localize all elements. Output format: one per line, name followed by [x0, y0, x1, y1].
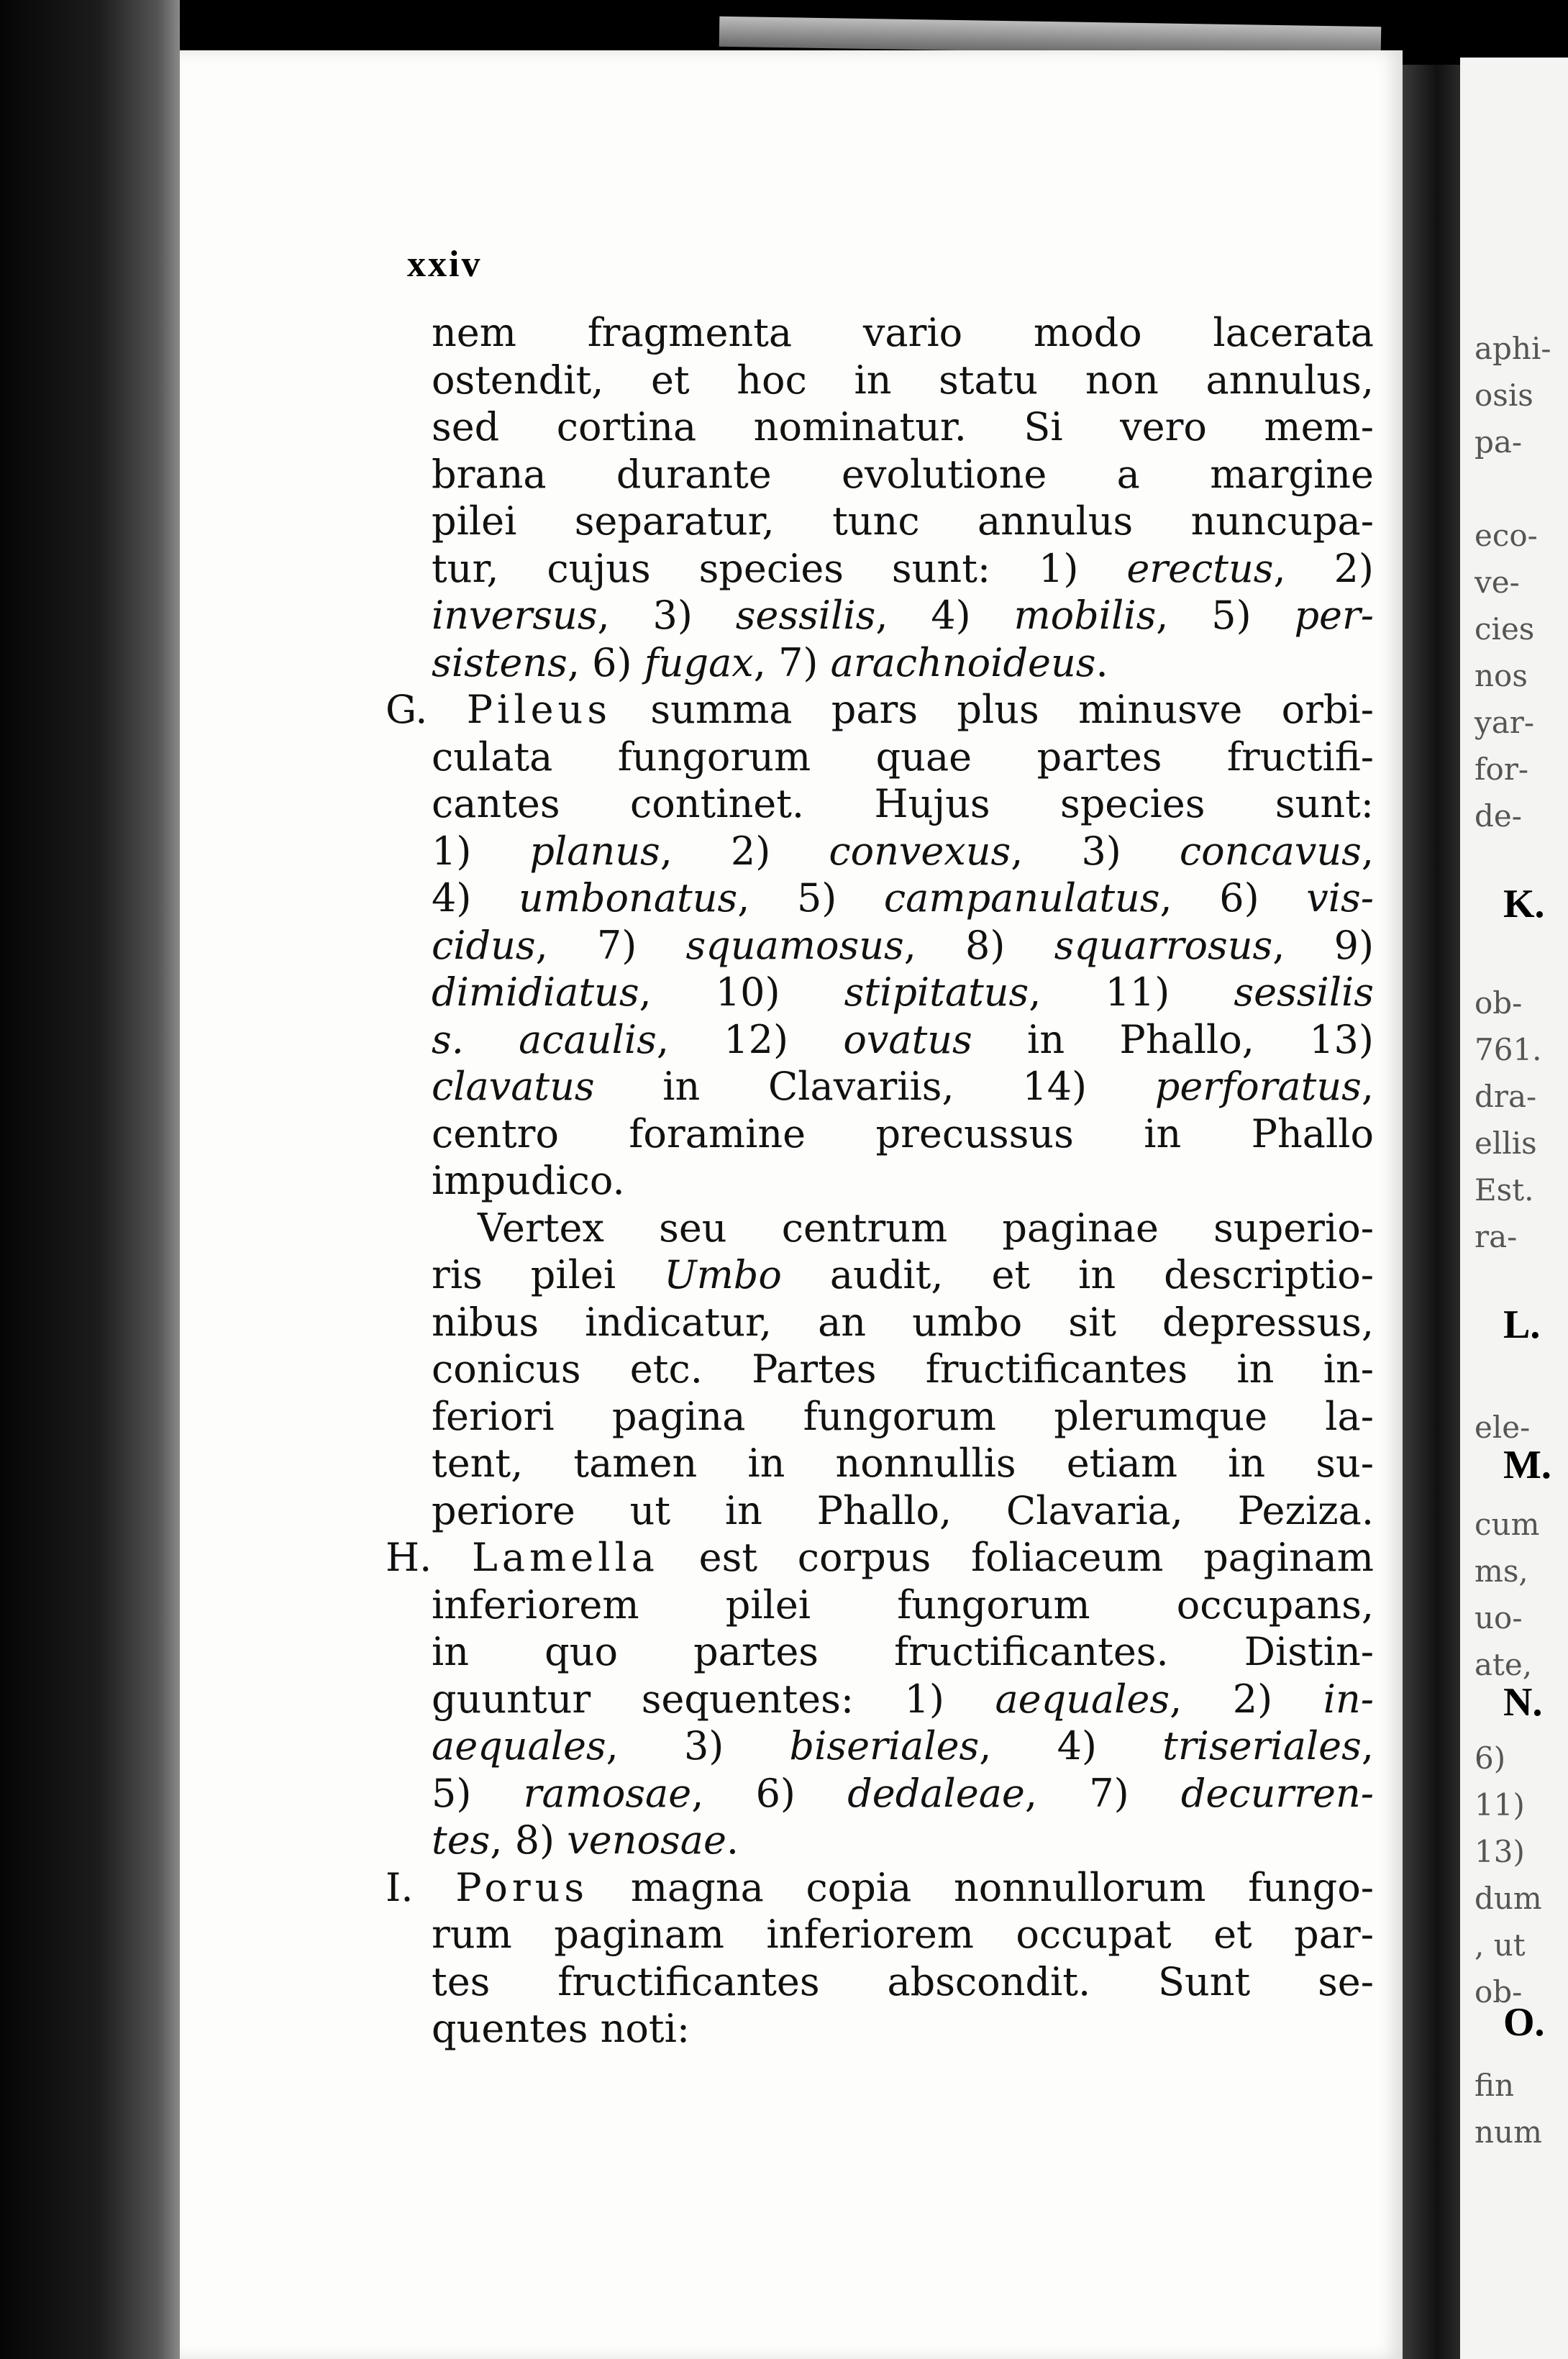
text-run: tent, tamen in nonnullis etiam in su-	[432, 1441, 1374, 1486]
text-line	[432, 1440, 1374, 1487]
text-line	[432, 1251, 1374, 1299]
adjacent-fragment: fin	[1474, 2068, 1515, 2103]
text-line	[432, 828, 1374, 875]
body-text	[386, 309, 1375, 2053]
text-run: , 10)	[639, 969, 844, 1015]
adjacent-fragment: ms,	[1474, 1553, 1528, 1589]
italic-term: s. acaulis	[432, 1016, 657, 1062]
adjacent-fragment: osis	[1474, 378, 1533, 413]
adjacent-fragment: cum	[1474, 1507, 1540, 1542]
italic-term: aequales	[995, 1676, 1170, 1722]
text-line	[386, 1864, 1374, 1912]
italic-term: campanulatus	[883, 875, 1160, 921]
italic-term: ovatus	[843, 1016, 972, 1062]
text-run: , 2)	[1170, 1676, 1323, 1722]
adjacent-fragment: 6)	[1474, 1740, 1506, 1776]
adjacent-fragment: ele-	[1474, 1410, 1531, 1445]
adjacent-fragment: ob-	[1474, 1974, 1523, 2009]
adjacent-fragment: aphi-	[1474, 331, 1551, 366]
text-line	[432, 1958, 1374, 2006]
section-heading-term: Porus	[455, 1864, 589, 1910]
section-letter-k: K.	[1503, 882, 1545, 926]
text-run: , 4)	[979, 1723, 1163, 1769]
adjacent-fragment: for-	[1474, 752, 1529, 787]
text-run: , 8)	[903, 922, 1054, 968]
text-run: cantes continet. Hujus species sunt:	[432, 781, 1374, 826]
text-run: tur, cujus species sunt: 1)	[432, 545, 1127, 591]
text-run: audit, et in descriptio-	[781, 1252, 1374, 1297]
italic-term: ramosae	[523, 1770, 692, 1816]
text-line	[432, 1676, 1374, 1723]
text-run: ,	[1361, 828, 1375, 874]
text-run: est corpus foliaceum paginam	[658, 1535, 1374, 1580]
text-run: , 7)	[535, 922, 686, 968]
adjacent-fragment: dum	[1474, 1881, 1542, 1916]
italic-term: in-	[1323, 1676, 1374, 1722]
text-run: , 8)	[490, 1817, 568, 1863]
text-run: periore ut in Phallo, Clavaria, Peziza.	[432, 1487, 1374, 1533]
italic-term: dedaleae	[847, 1770, 1025, 1816]
adjacent-fragment: 761.	[1474, 1032, 1542, 1067]
italic-term: aequales	[432, 1723, 606, 1769]
italic-term: decurren-	[1180, 1770, 1375, 1816]
text-run: , 3)	[1011, 828, 1180, 874]
text-run: pilei separatur, tunc annulus nuncupa-	[432, 498, 1374, 544]
italic-term: inversus	[432, 593, 598, 638]
text-line	[432, 1628, 1374, 1676]
text-run: culata fungorum quae partes fructifi-	[432, 734, 1374, 780]
text-line	[432, 734, 1374, 781]
text-line	[432, 357, 1374, 404]
book-gutter	[1403, 65, 1460, 2359]
text-line	[432, 1393, 1374, 1441]
text-run: feriori pagina fungorum plerumque la-	[432, 1393, 1374, 1439]
text-line	[432, 780, 1374, 828]
text-line	[432, 1770, 1374, 1817]
italic-term: umbonatus	[518, 875, 738, 921]
text-line	[432, 592, 1374, 639]
adjacent-fragment: cies	[1474, 611, 1535, 647]
text-run: G.	[386, 687, 467, 732]
text-run: sed cortina nominatur. Si vero mem-	[432, 404, 1374, 450]
adjacent-fragment: 11)	[1474, 1787, 1525, 1822]
text-run: nem fragmenta vario modo lacerata	[432, 310, 1374, 355]
italic-term: stipitatus	[844, 969, 1029, 1015]
section-letter-l: L.	[1503, 1302, 1541, 1347]
text-line	[432, 969, 1374, 1016]
section-letter-o: O.	[1503, 2000, 1545, 2045]
text-line	[432, 2005, 1374, 2053]
text-line	[432, 1110, 1374, 1158]
text-run: , 4)	[875, 593, 1014, 638]
text-line	[432, 1723, 1374, 1770]
italic-term: erectus	[1126, 545, 1274, 591]
italic-term: perforatus	[1154, 1064, 1362, 1109]
text-run: , 5)	[1156, 593, 1295, 638]
italic-term: sistens	[432, 639, 568, 685]
text-run: , 11)	[1029, 969, 1234, 1015]
text-run: brana durante evolutione a margine	[432, 451, 1374, 497]
adjacent-fragment: pa-	[1474, 424, 1523, 460]
text-run: ostendit, et hoc in statu non annulus,	[432, 357, 1374, 403]
text-run: I.	[386, 1864, 456, 1910]
section-heading-term: Pileus	[466, 687, 612, 732]
text-run: , 7)	[753, 639, 831, 685]
italic-term: triseriales	[1162, 1723, 1362, 1769]
text-line	[432, 403, 1374, 451]
text-run: , 3)	[597, 593, 736, 638]
italic-term: planus	[529, 828, 660, 874]
text-run: , 6)	[691, 1770, 848, 1816]
text-line	[432, 1582, 1374, 1629]
text-run: 5)	[432, 1770, 524, 1816]
text-run: quentes noti:	[432, 2006, 690, 2051]
adjacent-fragment: ve-	[1474, 565, 1520, 600]
text-run: summa pars plus minusve orbi-	[611, 687, 1375, 732]
text-run: impudico.	[432, 1158, 625, 1203]
section-letter-m: M.	[1503, 1443, 1551, 1487]
text-line	[386, 686, 1374, 734]
text-run: in Clavariis, 14)	[594, 1064, 1155, 1109]
adjacent-fragment: 13)	[1474, 1834, 1525, 1869]
page-number: xxiv	[407, 244, 483, 285]
italic-term: Umbo	[664, 1252, 782, 1297]
text-run: inferiorem pilei fungorum occupans,	[432, 1582, 1374, 1628]
text-run: ,	[1361, 1723, 1374, 1769]
text-run: , 12)	[656, 1016, 844, 1062]
adjacent-fragment: de-	[1474, 798, 1522, 834]
adjacent-fragment: uo-	[1474, 1600, 1523, 1635]
adjacent-fragment: nos	[1474, 658, 1528, 693]
text-line	[432, 1016, 1374, 1064]
italic-term: tes	[432, 1817, 491, 1863]
text-run: , 2)	[1273, 545, 1374, 591]
italic-term: fugax	[644, 639, 754, 685]
italic-term: squamosus	[685, 922, 904, 968]
italic-term: per-	[1294, 593, 1375, 638]
text-line	[432, 498, 1374, 545]
text-run: .	[1095, 639, 1108, 685]
adjacent-fragment: num	[1474, 2114, 1542, 2150]
text-run: , 7)	[1024, 1770, 1181, 1816]
text-run: in Phallo, 13)	[972, 1016, 1374, 1062]
italic-term: vis-	[1306, 875, 1374, 921]
text-run: , 2)	[660, 828, 829, 874]
text-run: 4)	[432, 875, 519, 921]
italic-term: sessilis	[1234, 969, 1374, 1015]
text-run: Vertex seu centrum paginae superio-	[478, 1205, 1374, 1251]
text-run: nibus indicatur, an umbo sit depressus,	[432, 1299, 1374, 1345]
italic-term: biseriales	[789, 1723, 980, 1769]
text-run: H.	[386, 1535, 472, 1580]
italic-term: squarrosus	[1054, 922, 1273, 968]
text-line	[432, 1299, 1374, 1346]
text-run: guuntur sequentes: 1)	[432, 1676, 995, 1722]
text-run: in quo partes fructificantes. Distin-	[432, 1629, 1374, 1674]
italic-term: convexus	[829, 828, 1011, 874]
text-run: .	[726, 1817, 739, 1863]
adjacent-fragment: eco-	[1474, 518, 1538, 553]
book-spine-shadow	[0, 0, 180, 2359]
adjacent-fragment: ra-	[1474, 1219, 1518, 1254]
adjacent-fragment: Est.	[1474, 1172, 1534, 1208]
adjacent-fragment: ob-	[1474, 985, 1523, 1021]
text-run: , 5)	[737, 875, 884, 921]
text-line	[432, 1911, 1374, 1958]
text-line	[432, 875, 1374, 922]
text-run: , 9)	[1272, 922, 1375, 968]
text-run: , 6)	[1159, 875, 1307, 921]
italic-term: dimidiatus	[432, 969, 639, 1015]
text-line	[386, 1534, 1374, 1582]
italic-term: concavus	[1179, 828, 1362, 874]
text-run: conicus etc. Partes fructificantes in in-	[432, 1346, 1374, 1392]
text-line	[432, 309, 1374, 357]
adjacent-fragment: dra-	[1474, 1079, 1537, 1114]
text-line	[432, 451, 1374, 498]
italic-term: mobilis	[1013, 593, 1157, 638]
italic-term: arachnoideus	[830, 639, 1096, 685]
text-line	[432, 1487, 1374, 1535]
italic-term: clavatus	[432, 1064, 595, 1109]
text-line	[432, 1157, 1374, 1205]
adjacent-fragment: ellis	[1474, 1126, 1537, 1161]
text-run: ,	[1361, 1064, 1374, 1109]
adjacent-fragment: ate,	[1474, 1647, 1533, 1682]
text-line	[432, 1063, 1374, 1110]
text-line	[432, 545, 1374, 593]
text-run: , 3)	[606, 1723, 790, 1769]
text-line	[432, 1817, 1374, 1864]
text-line	[432, 922, 1374, 969]
text-run: 1)	[432, 828, 530, 874]
section-heading-term: Lamella	[471, 1535, 659, 1580]
italic-term: venosae	[567, 1817, 726, 1863]
text-line	[432, 1346, 1374, 1393]
italic-term: sessilis	[735, 593, 876, 638]
adjacent-fragment: , ut	[1474, 1927, 1526, 1963]
italic-term: cidus	[432, 922, 536, 968]
text-line	[432, 639, 1374, 687]
text-run: rum paginam inferiorem occupat et par-	[432, 1912, 1374, 1957]
text-run: , 6)	[567, 639, 644, 685]
text-run: centro foramine precussus in Phallo	[432, 1110, 1374, 1156]
text-run: ris pilei	[432, 1252, 665, 1297]
text-line	[432, 1205, 1374, 1252]
section-letter-n: N.	[1503, 1680, 1543, 1725]
adjacent-fragment: yar-	[1474, 705, 1535, 740]
text-run: tes fructificantes abscondit. Sunt se-	[432, 1958, 1374, 2004]
text-run: magna copia nonnullorum fungo-	[588, 1864, 1374, 1910]
adjacent-page-edge	[1460, 58, 1568, 2359]
